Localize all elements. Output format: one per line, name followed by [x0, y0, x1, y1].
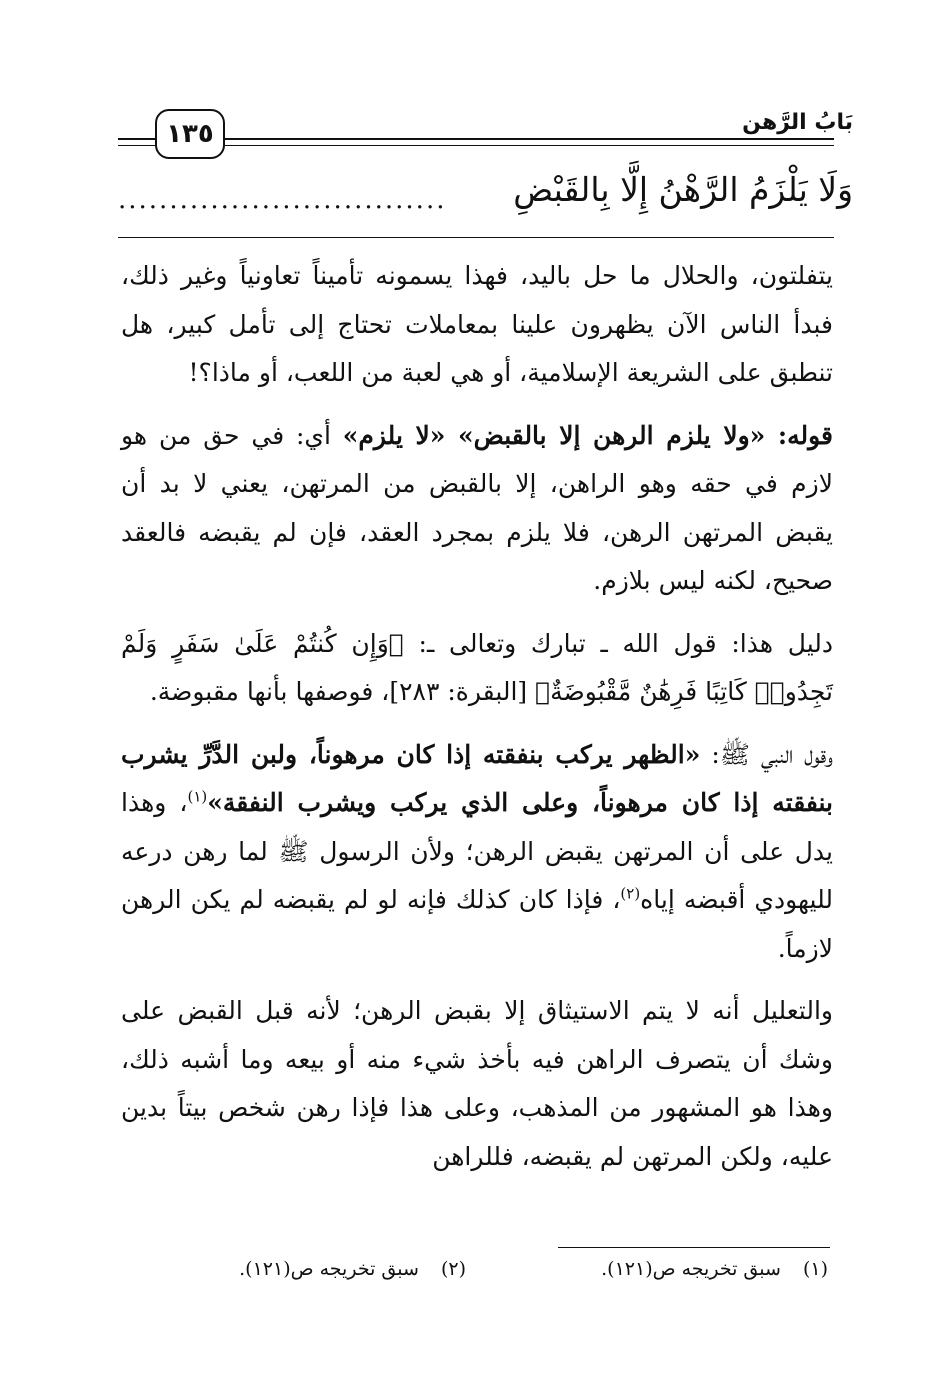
footnote-1 — [601, 1258, 828, 1280]
paragraph-4 — [121, 731, 833, 974]
footnote-2-number: (٢) — [440, 1258, 466, 1280]
header-rule-thin — [118, 145, 834, 146]
footnote-rule — [558, 1247, 830, 1248]
paragraph-4-post: ، فإذا كان كذلك فإنه لو لم يقبضه لم يكن الرهن لازماً. — [121, 885, 833, 963]
paragraph-4-pre: وقول النبي ﷺ: — [700, 739, 833, 769]
footnote-1-number: (١) — [802, 1258, 828, 1280]
page-number: ١٣٥ — [155, 109, 225, 159]
body-text — [121, 252, 833, 1181]
footnote-2 — [239, 1258, 466, 1280]
hadith-quote: «الظهر يركب بنفقته إذا كان مرهوناً، ولبن الدَّرِّ يشرب بنفقته إذا كان مرهوناً، وعلى الذي يركب ويشرب النفقة» — [121, 739, 834, 817]
paragraph-2 — [121, 412, 833, 606]
footnote-ref-2: (٢) — [620, 884, 641, 903]
matn-dotted-leader: ................................ — [118, 185, 447, 215]
footnote-ref-1: (١) — [187, 787, 208, 806]
commentary-lead: قوله: «ولا يلزم الرهن إلا بالقبض» «لا يلزم» — [342, 420, 833, 450]
footnote-1-text: سبق تخريجه ص(١٢١). — [601, 1258, 781, 1280]
matn-separator — [118, 237, 834, 238]
footnote-2-text: سبق تخريجه ص(١٢١). — [239, 1258, 419, 1280]
matn-heading: وَلَا يَلْزَمُ الرَّهْنُ إِلَّا بِالقَبْضِ — [513, 170, 853, 209]
paragraph-5: والتعليل أنه لا يتم الاستيثاق إلا بقبض الرهن؛ لأنه قبل القبض على وشك أن يتصرف الراهن فيه بأخذ شيء منه أو بيعه وما أشبه ذلك، وهذا هو المشهور من المذهب، وعلى هذا فإذا رهن شخص بيتاً بدين عليه، ولكن المرتهن لم يقبضه، فللراهن — [121, 996, 833, 1171]
paragraph-1: يتفلتون، والحلال ما حل باليد، فهذا يسمونه تأميناً تعاونياً وغير ذلك، فبدأ الناس الآن يظهرون علينا بمعاملات تحتاج إلى تأمل كبير، هل تنطبق على الشريعة الإسلامية، أو هي لعبة من اللعب، أو ماذا؟! — [121, 261, 833, 387]
paragraph-3: دليل هذا: قول الله ـ تبارك وتعالى ـ: ﴿وَإِن كُنتُمْ عَلَىٰ سَفَرٍ وَلَمْ تَجِدُوا۟ كَاتِبًا فَرِهَٰنٌ مَّقْبُوضَةٌ﴾ [البقرة: ٢٨٣]، فوصفها بأنها مقبوضة. — [121, 628, 833, 706]
paragraph-2-text: أي: في حق من هو لازم في حقه وهو الراهن، إلا بالقبض من المرتهن، يعني لا بد أن يقبض المرتهن الرهن، فلا يلزم بمجرد العقد، فإن لم يقبضه فالعقد صحيح، لكنه ليس بلازم. — [121, 420, 833, 595]
header-rule — [118, 138, 834, 140]
chapter-title: بَابُ الرَّهن — [742, 110, 853, 135]
paragraph-4-mid: ، وهذا يدل على أن المرتهن يقبض الرهن؛ ولأن الرسول ﷺ لما رهن درعه لليهودي أقبضه إياه — [121, 788, 833, 914]
